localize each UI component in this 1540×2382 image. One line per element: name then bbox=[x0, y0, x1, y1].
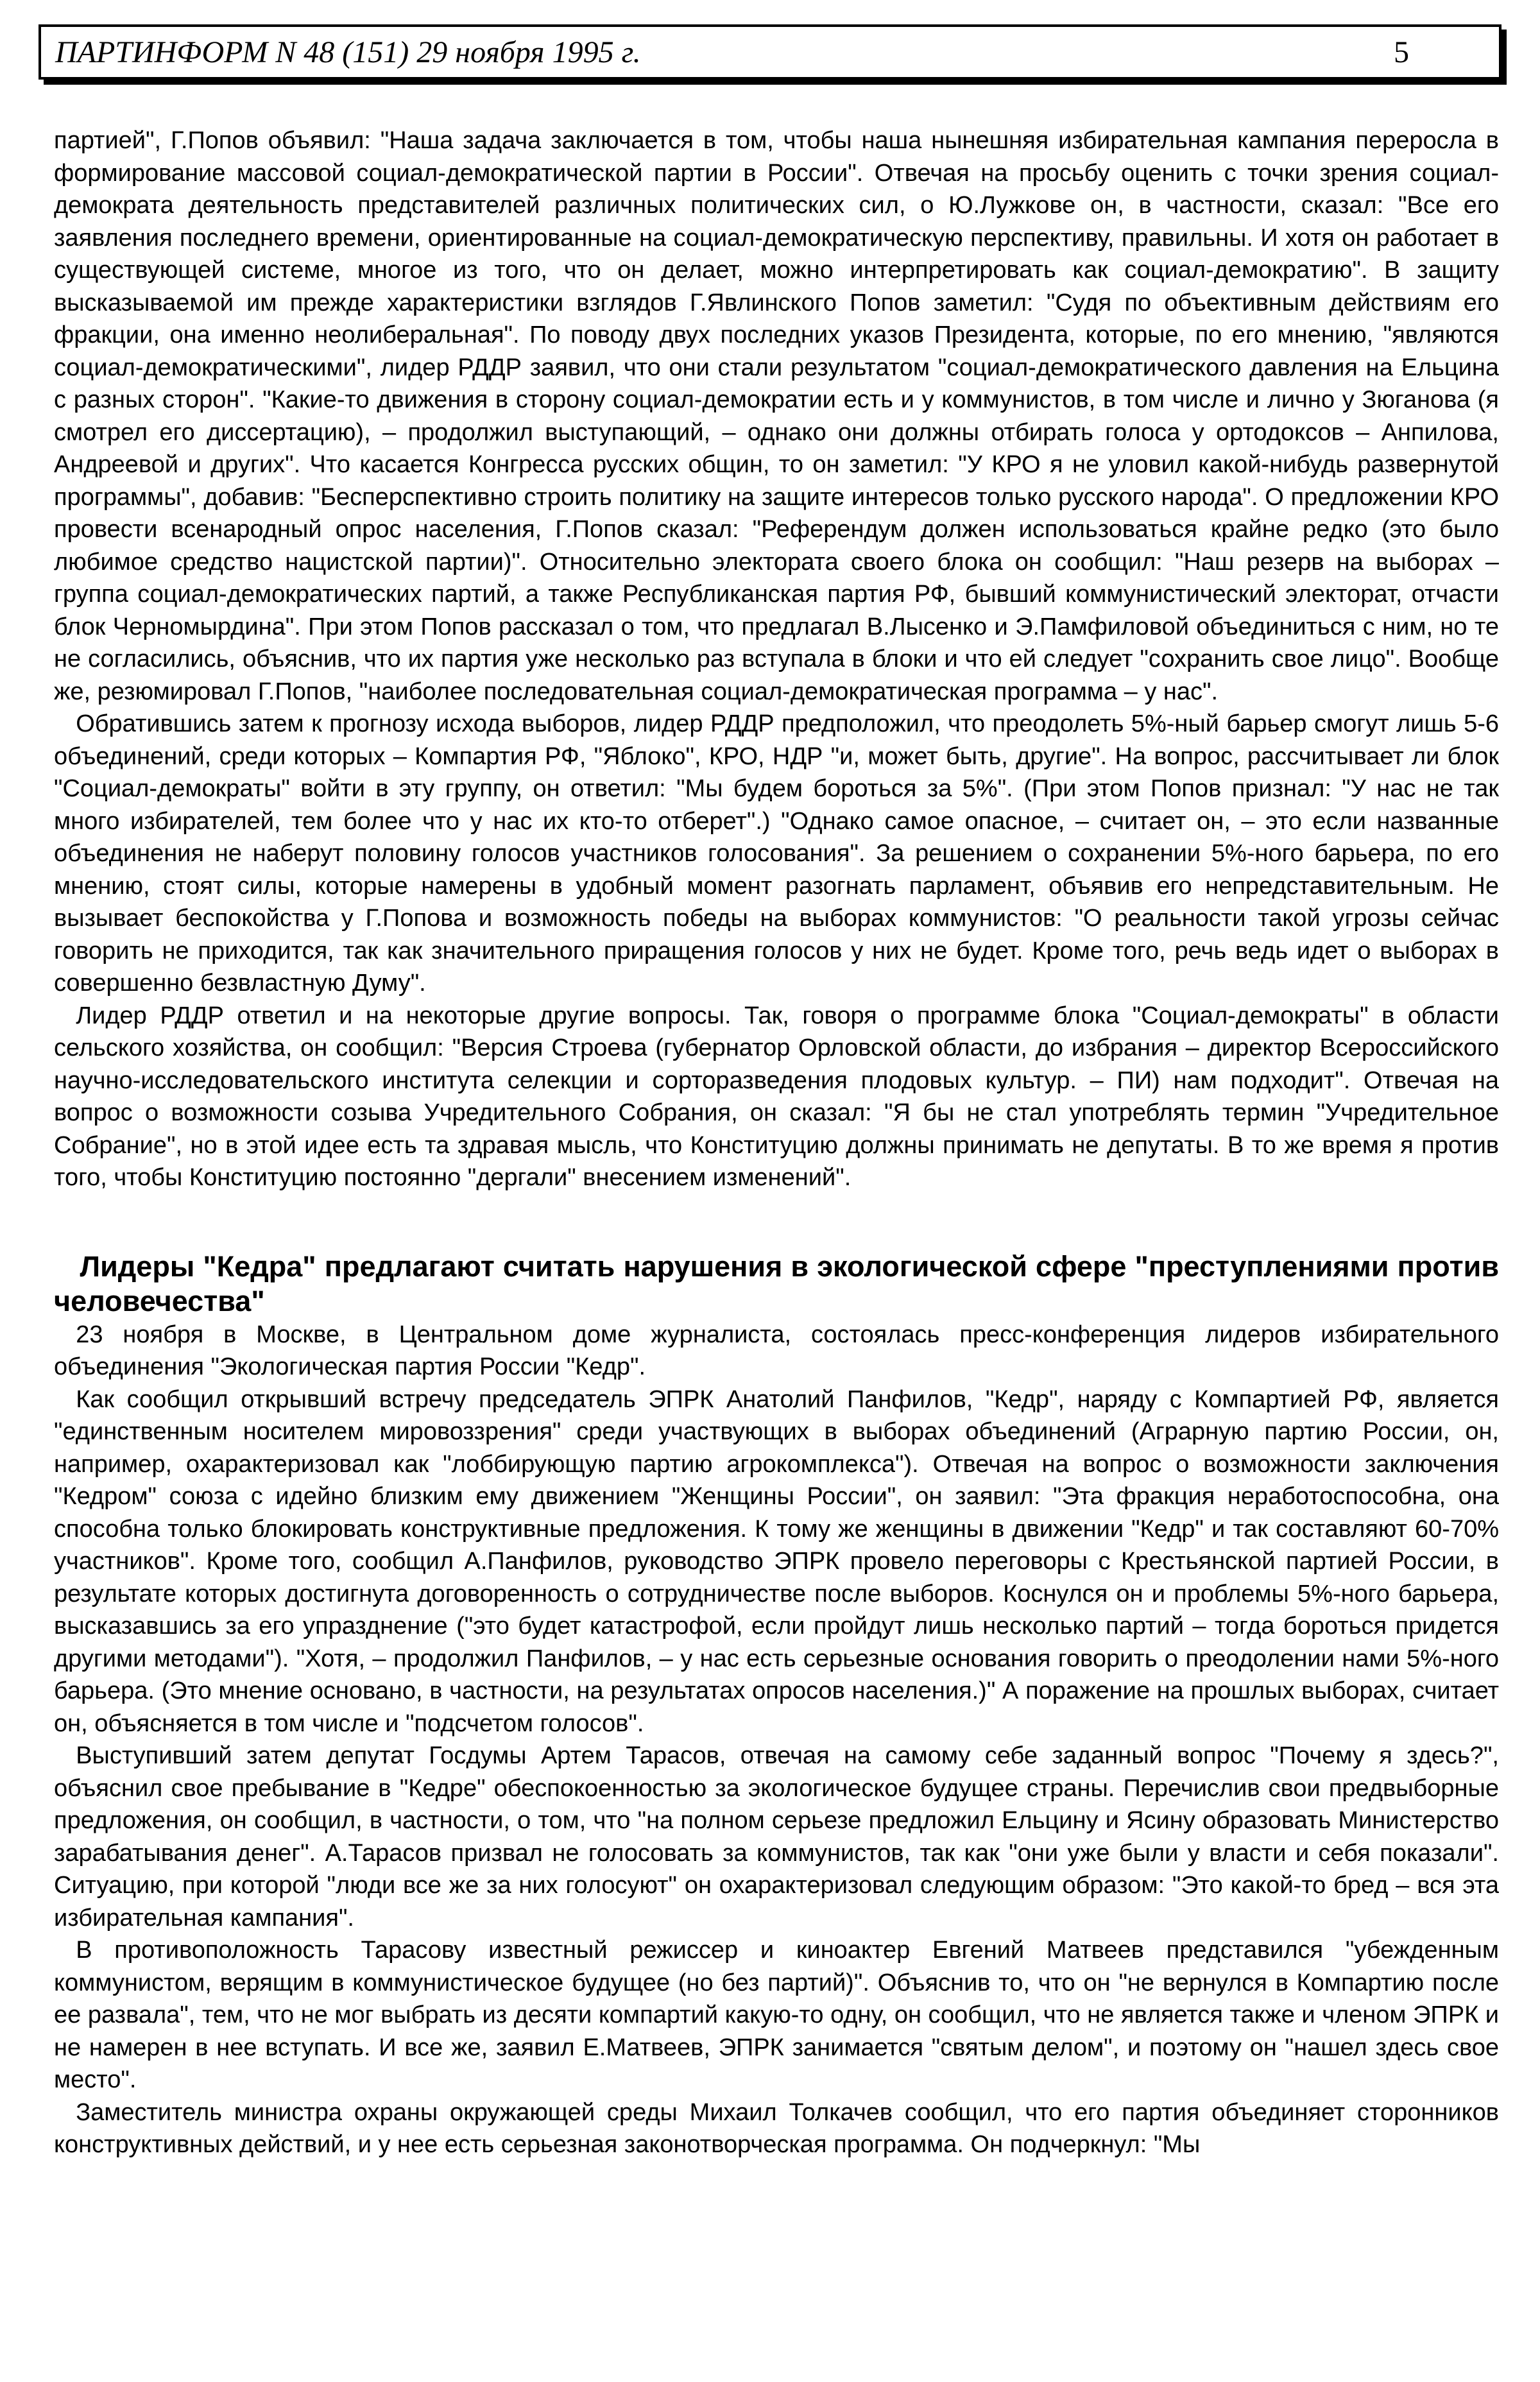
page-header bbox=[38, 24, 1502, 80]
article2-paragraph-2: Как сообщил открывший встречу председатель ЭПРК Анатолий Панфилов, "Кедр", наряду с Компартией РФ, является "единственным носителем мировоззрения" среди участвующих в выборах объединений (Аграрную партию России, он, например, охарактеризовал как "лоббирующую партию агрокомплекса"). Отвечая на вопрос о возможности заключения "Кедром" союза с идейно близким ему движением "Женщины России", он заявил: "Эта фракция неработоспособна, она способна только блокировать конструктивные предложения. К тому же женщины в движении "Кедр" и так составляют 60-70% участников". Кроме того, сообщил А.Панфилов, руководство ЭПРК провело переговоры с Крестьянской партией России, в результате которых достигнута договоренность о сотрудничестве после выборов. Коснулся он и проблемы 5%-ного барьера, высказавшись за его упразднение ("это будет катастрофой, если пройдут лишь несколько партий – тогда бороться придется другими методами"). "Хотя, – продолжил Панфилов, – у нас есть серьезные основания говорить о преодолении нами 5%-ного барьера. (Это мнение основано, в частности, на результатах опросов населения.)" А поражение на прошлых выборах, считает он, объясняется в том числе и "подсчетом голосов". bbox=[54, 1385, 1499, 1737]
page-number: 5 bbox=[1394, 35, 1409, 69]
article1-paragraph-3: Лидер РДДР ответил и на некоторые другие вопросы. Так, говоря о программе блока "Социал-демократы" в области сельского хозяйства, он сообщил: "Версия Строева (губернатор Орловской области, до избрания – директор Всероссийского научно-исследовательского института селекции и сорторазведения плодовых культур. – ПИ) нам подходит". Отвечая на вопрос о возможности созыва Учредительного Собрания, он сказал: "Я бы не стал употреблять термин "Учредительное Собрание", но в этой идее есть та здравая мысль, что Конституцию должны принимать не депутаты. В то же время я против того, чтобы Конституцию постоянно "дергали" внесением изменений". bbox=[54, 1002, 1499, 1191]
article1-paragraph-2: Обратившись затем к прогнозу исхода выборов, лидер РДДР предположил, что преодолеть 5%-ный барьер смогут лишь 5-6 объединений, среди которых – Компартия РФ, "Яблоко", КРО, НДР "и, может быть, другие". На вопрос, рассчитывает ли блок "Социал-демократы" войти в эту группу, он ответил: "Мы будем бороться за 5%". (При этом Попов признал: "У нас не так много избирателей, тем более что у нас их кто-то отберет".) "Однако самое опасное, – считает он, – это если названные объединения не наберут половину голосов участников голосования". За решением о сохранении 5%-ного барьера, по его мнению, стоят силы, которые намерены в удобный момент разогнать парламент, объявив его непредставительным. Не вызывает беспокойства у Г.Попова и возможность победы на выборах коммунистов: "О реальности такой угрозы сейчас говорить не приходится, так как значительного приращения голосов у них не будет. Кроме того, речь ведь идет о выборах в совершенно безвластную Думу". bbox=[54, 710, 1499, 997]
article2-paragraph-3: Выступивший затем депутат Госдумы Артем Тарасов, отвечая на самому себе заданный вопрос "Почему я здесь?", объяснил свое пребывание в "Кедре" обеспокоенностью за экологическое будущее страны. Перечислив свои предвыборные предложения, он сообщил, в частности, о том, что "на полном серьезе предложил Ельцину и Ясину образовать Министерство зарабатывания денег". А.Тарасов призвал не голосовать за коммунистов, так как "они уже были у власти и себя показали". Ситуацию, при которой "люди все же за них голосуют" он охарактеризовал следующим образом: "Это какой-то бред – вся эта избирательная кампания". bbox=[54, 1742, 1499, 1932]
article2-paragraph-4: В противоположность Тарасову известный режиссер и киноактер Евгений Матвеев представился "убежденным коммунистом, верящим в коммунистическое будущее (но без партий)". Объяснив то, что он "не вернулся в Компартию после ее развала", тем, что не мог выбрать из десяти компартий какую-то одну, он сообщил, что не является также и членом ЭПРК и не намерен в нее вступать. И все же, заявил Е.Матвеев, ЭПРК занимается "святым делом", и поэтому он "нашел здесь свое место". bbox=[54, 1937, 1499, 2093]
article2-paragraph-1: 23 ноября в Москве, в Центральном доме журналиста, состоялась пресс-конференция лидеров избирательного объединения "Экологическая партия России "Кедр". bbox=[54, 1321, 1499, 1380]
publication-title: ПАРТИНФОРМ N 48 (151) 29 ноября 1995 г. bbox=[55, 35, 641, 69]
article1-paragraph-1: партией", Г.Попов объявил: "Наша задача заключается в том, чтобы наша нынешняя избирательная кампания переросла в формирование массовой социал-демократической партии в России". Отвечая на просьбу оценить с точки зрения социал-демократа деятельность представителей различных политических сил, о Ю.Лужкове он, в частности, сказал: "Все его заявления последнего времени, ориентированные на социал-демократическую перспективу, правильны. И хотя он работает в существующей системе, многое из того, что он делает, можно интерпретировать как социал-демократию". В защиту высказываемой им прежде характеристики взглядов Г.Явлинского Попов заметил: "Судя по объективным действиям его фракции, она именно неолиберальная". По поводу двух последних указов Президента, которые, по его мнению, "являются социал-демократическими", лидер РДДР заявил, что они стали результатом "социал-демократического давления на Ельцина с разных сторон". "Какие-то движения в сторону социал-демократии есть и у коммунистов, в том числе и лично у Зюганова (я смотрел его диссертацию), – продолжил выступающий, – однако они должны отбирать голоса у ортодоксов – Анпилова, Андреевой и других". Что касается Конгресса русских общин, то он заметил: "У КРО я не уловил какой-нибудь развернутой программы", добавив: "Бесперспективно строить политику на защите интересов только русского народа". О предложении КРО провести всенародный опрос населения, Г.Попов сказал: "Референдум должен использоваться крайне редко (это было любимое средство нацистской партии)". Относительно электората своего блока он сообщил: "Наш резерв на выборах – группа социал-демократических партий, а также Республиканская партия РФ, бывший коммунистический электорат, отчасти блок Черномырдина". При этом Попов рассказал о том, что предлагал В.Лысенко и Э.Памфиловой объединиться с ним, но те не согласились, объяснив, что их партия уже несколько раз вступала в блоки и что ей следует "сохранить свое лицо". Вообще же, резюмировал Г.Попов, "наиболее последовательная социал-демократическая программа – у нас". bbox=[54, 127, 1499, 705]
page-content bbox=[54, 124, 1499, 2161]
article2-paragraph-5: Заместитель министра охраны окружающей среды Михаил Толкачев сообщил, что его партия объединяет сторонников конструктивных действий, и у нее есть серьезная законотворческая программа. Он подчеркнул: "Мы bbox=[54, 2098, 1499, 2158]
article2-headline: Лидеры "Кедра" предлагают считать нарушения в экологической сфере "преступлениями против человечества" bbox=[54, 1249, 1499, 1317]
